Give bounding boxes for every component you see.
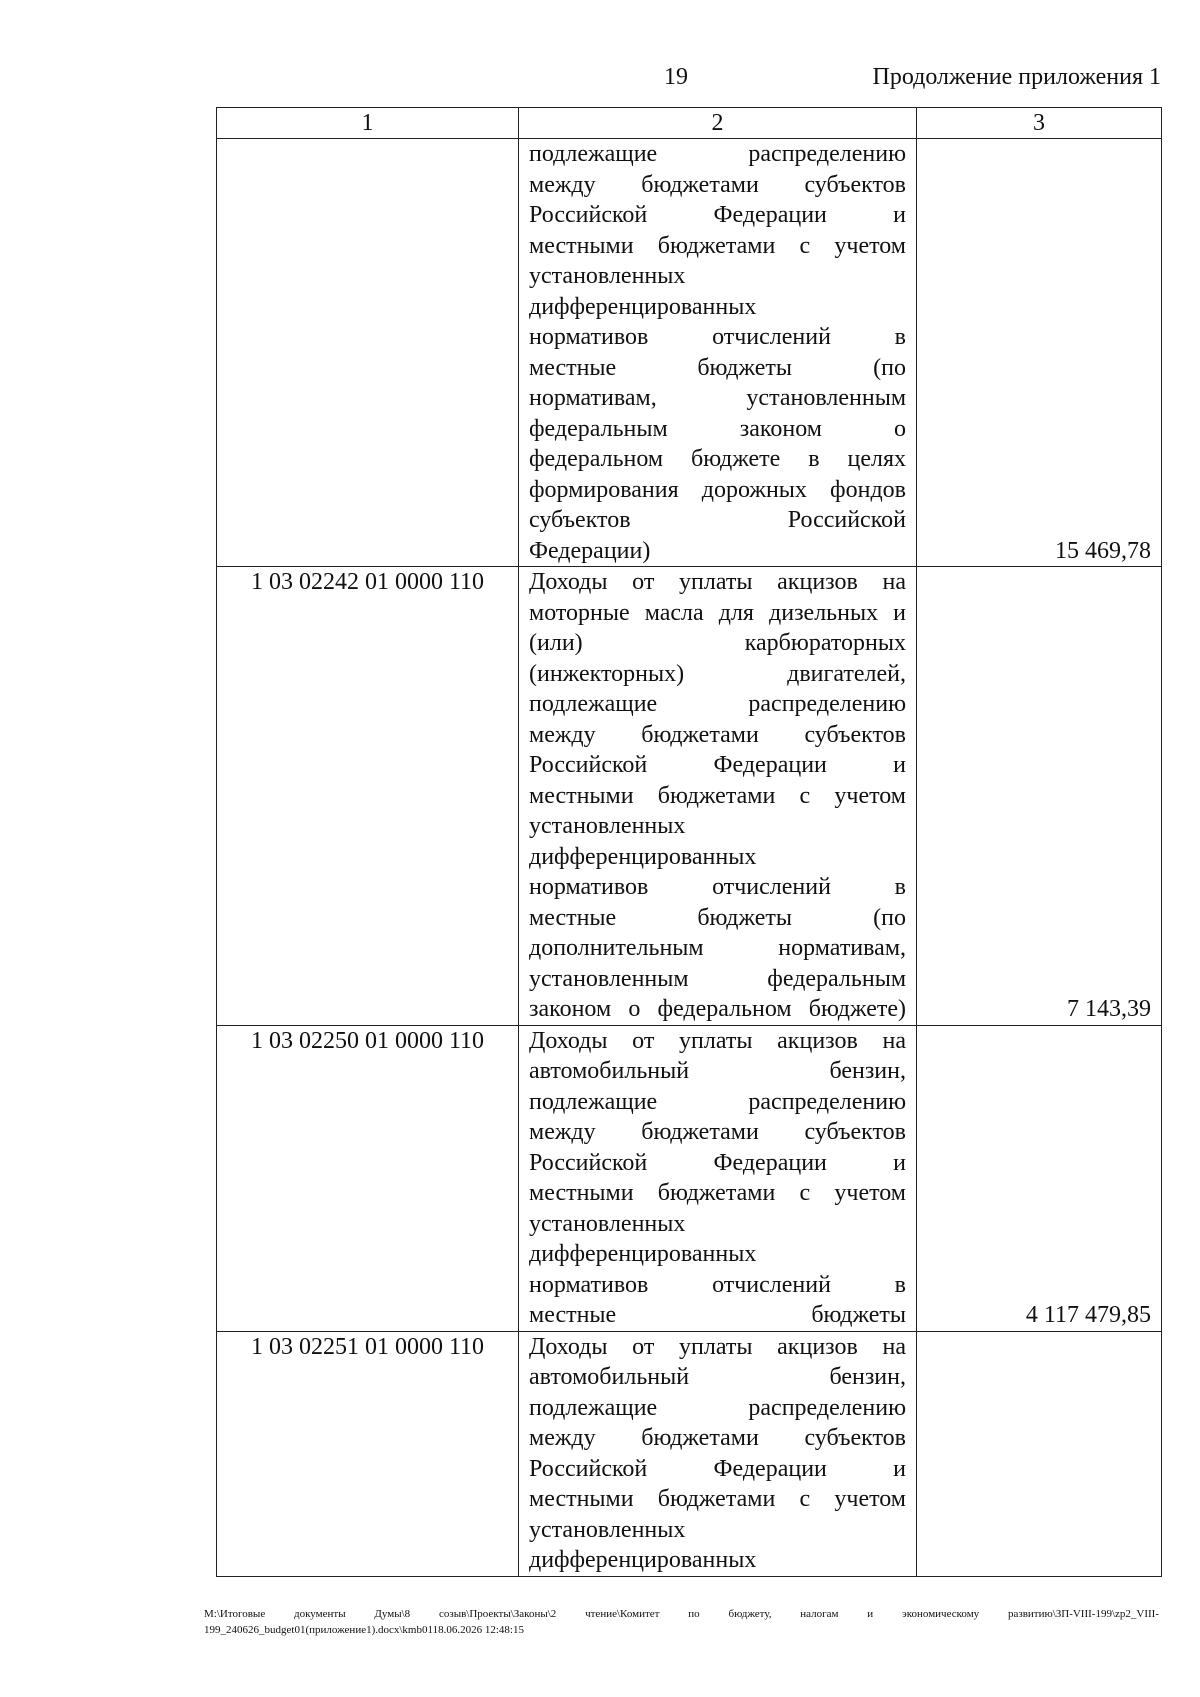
description-line: установленных [529,813,686,839]
revenue-table [216,107,1162,1577]
description-line: подлежащие распределению [529,1088,906,1115]
description-line: Федерации) [529,537,651,564]
description-line: между бюджетами субъектов [529,171,906,198]
description-line: нормативов отчислений в [529,1271,906,1298]
description-line: Доходы от уплаты акцизов на [529,1027,906,1054]
table-row [217,1331,1162,1576]
description-line: федеральном бюджете в целях [529,446,906,472]
column-header-2: 2 [519,108,917,139]
description-line: местные бюджеты (по [529,354,906,381]
description-line: Доходы от уплаты акцизов на [529,569,906,595]
description-line: установленных [529,1516,686,1543]
description-line: моторные масла для дизельных и [529,599,906,626]
description-line: дополнительным нормативам, [529,935,906,961]
description-line: подлежащие распределению [529,141,906,167]
description-line: между бюджетами субъектов [529,1119,906,1145]
table-row [217,139,1162,567]
description-line: подлежащие распределению [529,691,906,717]
description-line: местные бюджеты [529,1302,906,1328]
description-line: (или) карбюраторных [529,630,906,656]
description-line: между бюджетами субъектов [529,1425,906,1451]
description-line: дифференцированных [529,293,757,320]
revenue-description-cell [519,1331,917,1576]
description-line: автомобильный бензин, [529,1364,906,1390]
amount-cell [917,1331,1162,1576]
description-line: установленным федеральным [529,965,906,992]
description-line: установленных [529,263,686,289]
description-line: Российской Федерации и [529,202,906,228]
description-line: Доходы от уплаты акцизов на [529,1333,906,1360]
column-header-3: 3 [917,108,1162,139]
description-line: местными бюджетами с учетом [529,232,906,259]
amount-cell: 7 143,39 [917,567,1162,1026]
description-line: Российской Федерации и [529,1149,906,1176]
table-header-row [217,108,1162,139]
amount-cell: 4 117 479,85 [917,1025,1162,1331]
continuation-title: Продолжение приложения 1 [872,64,1161,90]
description-line: федеральным законом о [529,415,906,442]
revenue-code-cell: 1 03 02242 01 0000 110 [217,567,519,1026]
description-line: дифференцированных [529,1547,757,1573]
amount-cell: 15 469,78 [917,139,1162,567]
description-line: местные бюджеты (по [529,904,906,931]
description-line: Российской Федерации и [529,752,906,778]
revenue-description-cell [519,139,917,567]
description-line: законом о федеральном бюджете) [529,996,906,1022]
description-line: формирования дорожных фондов [529,476,906,503]
description-line: нормативов отчислений в [529,324,906,350]
description-line: местными бюджетами с учетом [529,1486,906,1512]
description-line: (инжекторных) двигателей, [529,660,906,687]
description-line: местными бюджетами с учетом [529,782,906,809]
description-line: нормативов отчислений в [529,874,906,900]
description-line: между бюджетами субъектов [529,721,906,748]
page-number: 19 [664,64,688,90]
description-line: Российской Федерации и [529,1455,906,1482]
description-line: субъектов Российской [529,507,906,533]
revenue-description-cell [519,1025,917,1331]
revenue-code-cell [217,139,519,567]
revenue-code-cell: 1 03 02251 01 0000 110 [217,1331,519,1576]
column-header-1: 1 [217,108,519,139]
description-line: дифференцированных [529,1241,757,1267]
description-line: местными бюджетами с учетом [529,1180,906,1206]
table-row [217,567,1162,1026]
revenue-code-cell: 1 03 02250 01 0000 110 [217,1025,519,1331]
description-line: автомобильный бензин, [529,1058,906,1084]
table-row [217,1025,1162,1331]
description-line: установленных [529,1210,686,1237]
description-line: нормативам, установленным [529,385,906,411]
footer-file-path: M:\Итоговые документы Думы\8 созыв\Проекты\Законы\2 чтение\Комитет по бюджету, налогам и экономическому развитию\ЗП-VIII-199\zp2_VIII-199_240626_budget01(приложение1).docx\kmb0118.06.2026 12:48:15 [204,1608,1159,1636]
description-line: дифференцированных [529,843,757,870]
revenue-description-cell [519,567,917,1026]
description-line: подлежащие распределению [529,1394,906,1421]
